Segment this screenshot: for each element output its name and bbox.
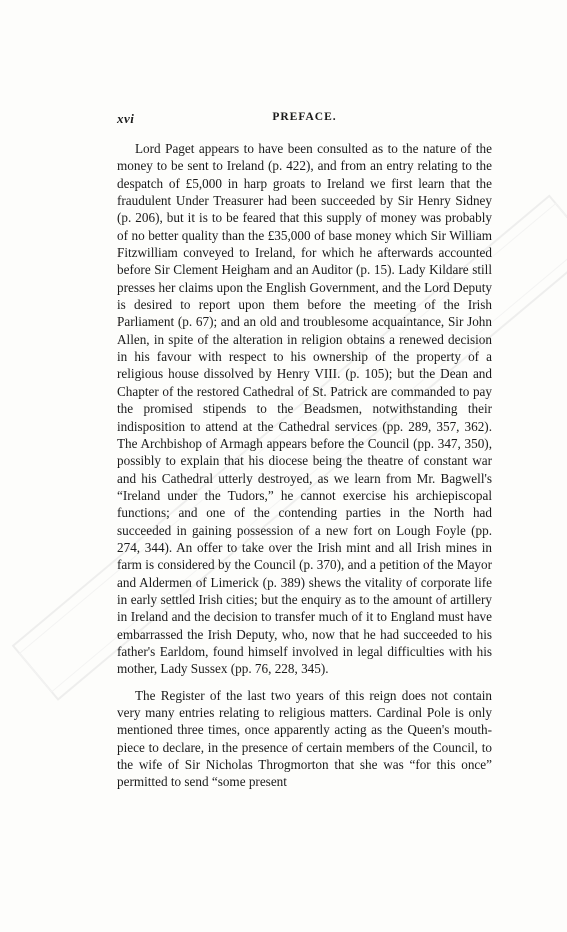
- paragraph: Lord Paget appears to have been consulted as to the nature of the money to be sent to Ireland (p. 422), and from an entry relating to the despatch of £5,000 in harp groats to Ireland we first learn that the fraudulent Under Treasurer had been succeeded by Sir Henry Sidney (p. 206), but it is to be feared that this supply of money was probably of no better quality than the £35,000 of base money which Sir William Fitzwilliam conveyed to Ireland, for which he afterwards accounted before Sir Clement Heigham and an Auditor (p. 15). Lady Kildare still presses her claims upon the English Government, and the Lord Deputy is desired to report upon them before the meeting of the Irish Parliament (p. 67); and an old and troublesome acquaintance, Sir John Allen, in spite of the alteration in religion obtains a renewed decision in his favour with respect to his ownership of the property of a religious house dissolved by Henry VIII. (p. 105); but the Dean and Chapter of the restored Cathedral of St. Patrick are commanded to pay the promised stipends to the Beadsmen, notwithstanding their indisposition to attend at the Cathedral services (pp. 289, 357, 362). The Archbishop of Armagh appears before the Council (pp. 347, 350), possibly to explain that his diocese being the theatre of constant war and his Cathedral utterly destroyed, as we learn from Mr. Bagwell's “Ireland under the Tudors,” he cannot exercise his archiepiscopal functions; and one of the contending parties in the North had succeeded in gaining possession of a new fort on Lough Foyle (pp. 274, 344). An offer to take over the Irish mint and all Irish mines in farm is considered by the Council (p. 370), and a petition of the Mayor and Aldermen of Limerick (p. 389) shews the vitality of corporate life in early settled Irish cities; but the enquiry as to the amount of artillery in Ireland and the decision to transfer much of it to England must have embarrassed the Irish Deputy, who, now that he had succeeded to his father's Earldom, found himself involved in legal difficulties with his mother, Lady Sussex (pp. 76, 228, 345).: [117, 141, 492, 677]
- page-number: xvi: [117, 111, 135, 126]
- running-title: PREFACE.: [272, 111, 337, 123]
- paragraph: The Register of the last two years of this reign does not contain very many entries relating to religious matters. Cardinal Pole is only mentioned three times, once apparently acting as the Queen's mouth-piece to declare, in the presence of certain members of the Council, to the wife of Sir Nicholas Throgmorton that she was “for this once” permitted to send “some present: [117, 687, 492, 790]
- body-text: [117, 140, 492, 800]
- page-header: [117, 111, 492, 127]
